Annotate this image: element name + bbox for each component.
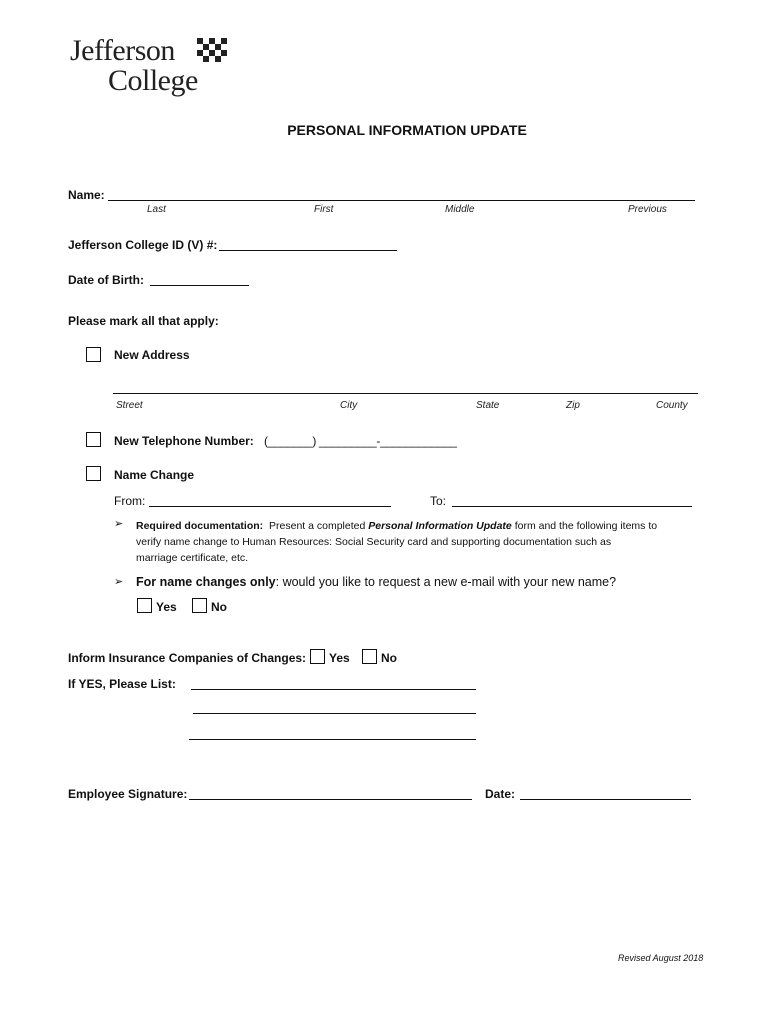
telephone-field[interactable]: (_______) _________-____________ bbox=[264, 434, 457, 448]
new-email-yes-label: Yes bbox=[156, 600, 177, 614]
insurance-list-line-2[interactable] bbox=[193, 713, 476, 714]
new-telephone-checkbox[interactable] bbox=[86, 432, 101, 447]
new-email-no-checkbox[interactable] bbox=[192, 598, 207, 613]
required-documentation-line2: verify name change to Human Resources: Social Security card and supporting documentation such as bbox=[136, 536, 612, 548]
employee-signature-field[interactable] bbox=[189, 799, 472, 800]
arrow-bullet-icon: ➢ bbox=[114, 517, 124, 530]
new-address-label: New Address bbox=[114, 348, 190, 362]
date-label: Date: bbox=[485, 787, 516, 801]
new-email-question-text: : would you like to request a new e-mail with your new name? bbox=[275, 575, 617, 589]
insurance-no-checkbox[interactable] bbox=[362, 649, 377, 664]
dob-field[interactable] bbox=[150, 285, 249, 286]
address-sub-county: County bbox=[656, 400, 688, 411]
from-label: From: bbox=[114, 494, 146, 508]
required-documentation-heading: Required documentation: bbox=[136, 520, 264, 532]
new-email-no-label: No bbox=[211, 600, 227, 614]
mark-all-label: Please mark all that apply: bbox=[68, 314, 219, 328]
new-email-question-heading: For name changes only bbox=[136, 575, 276, 589]
college-id-label: Jefferson College ID (V) #: bbox=[68, 238, 218, 252]
address-sub-state: State bbox=[476, 400, 500, 411]
to-field[interactable] bbox=[452, 506, 692, 507]
form-name: Personal Information Update bbox=[368, 520, 512, 532]
insurance-no-label: No bbox=[381, 651, 397, 665]
to-label: To: bbox=[430, 494, 447, 508]
insurance-list-line-3[interactable] bbox=[189, 739, 476, 740]
insurance-yes-label: Yes bbox=[329, 651, 350, 665]
inform-insurance-label: Inform Insurance Companies of Changes: bbox=[68, 651, 307, 665]
revision-note: Revised August 2018 bbox=[618, 953, 704, 963]
name-sub-first: First bbox=[314, 204, 334, 215]
insurance-yes-checkbox[interactable] bbox=[310, 649, 325, 664]
new-telephone-label: New Telephone Number: bbox=[114, 434, 254, 448]
college-logo-line1: Jefferson bbox=[70, 34, 175, 67]
name-sub-last: Last bbox=[147, 204, 166, 215]
required-documentation-line3: marriage certificate, etc. bbox=[136, 552, 249, 564]
college-id-field[interactable] bbox=[219, 250, 397, 251]
name-sub-middle: Middle bbox=[445, 204, 475, 215]
page-title: PERSONAL INFORMATION UPDATE bbox=[287, 122, 527, 138]
college-logo-line2: College bbox=[108, 64, 198, 97]
new-address-checkbox[interactable] bbox=[86, 347, 101, 362]
required-doc-post: form and the following items to bbox=[514, 520, 658, 532]
name-label: Name: bbox=[68, 188, 105, 202]
insurance-list-line-1[interactable] bbox=[191, 689, 476, 690]
address-sub-zip: Zip bbox=[566, 400, 580, 411]
name-sub-previous: Previous bbox=[628, 204, 667, 215]
address-field[interactable] bbox=[113, 393, 698, 394]
new-email-yes-checkbox[interactable] bbox=[137, 598, 152, 613]
employee-signature-label: Employee Signature: bbox=[68, 787, 188, 801]
new-email-question bbox=[136, 575, 616, 589]
insurance-list-label: If YES, Please List: bbox=[68, 677, 176, 691]
name-field[interactable] bbox=[108, 200, 695, 201]
dob-label: Date of Birth: bbox=[68, 273, 144, 287]
name-change-checkbox[interactable] bbox=[86, 466, 101, 481]
address-sub-street: Street bbox=[116, 400, 143, 411]
address-sub-city: City bbox=[340, 400, 358, 411]
from-field[interactable] bbox=[149, 506, 391, 507]
arrow-bullet-icon: ➢ bbox=[114, 575, 124, 588]
checkerboard-logo-icon bbox=[197, 38, 231, 66]
required-documentation-text bbox=[136, 518, 657, 534]
date-field[interactable] bbox=[520, 799, 691, 800]
name-change-label: Name Change bbox=[114, 468, 195, 482]
required-doc-pre: Present a completed bbox=[269, 520, 366, 532]
